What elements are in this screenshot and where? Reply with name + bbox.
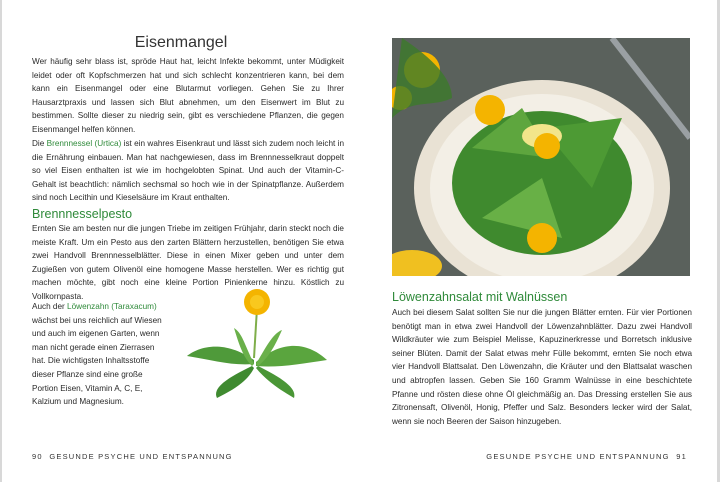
dandelion-paragraph (32, 300, 162, 409)
footer-right (486, 452, 687, 461)
text: wächst bei uns reichlich auf Wiesen und auch im eigenen Garten, wenn man nicht gerade einen Zierrasen hat. Die wichtigsten Inhaltsstoffe dieser Pflanze sind eine große Portion Eisen, Vitamin A, C, E, Kalzium und Magnesium. (32, 315, 162, 407)
running-head: GESUNDE PSYCHE UND ENTSPANNUNG (49, 452, 233, 461)
text: Die (32, 139, 47, 148)
page-title: Eisenmangel (134, 34, 228, 51)
text: Auch der (32, 302, 68, 311)
right-page (360, 0, 717, 482)
intro-paragraph: Wer häufig sehr blass ist, spröde Haut hat, leicht Infekte bekommt, unter Müdigkeit leidet oder oft Kopfschmerzen hat und sich schlecht konzentrieren kann, bei dem kann ein Eisenmangel oder eine Blutarmut vorliegen. Gehen Sie zu Ihrer Hausarztpraxis und lassen sich Blut abnehmen, um den Eisenwert im Blut zu bestimmen. Sollte dieser zu niedrig sein, gibt es verschiedene Pflanzen, die gegen Eisenmangel helfen können. (32, 57, 344, 134)
text: ist ein wahres Eisenkraut und lässt sich zudem noch leicht in die Ernährung einbauen. Man hat nachgewiesen, dass im Brennnesselkraut doppelt so viel Eisen enthalten ist wie im hochgelobten Spinat. Und auch der Vitamin-C-Gehalt ist beachtlich: nämlich sechsmal so hoch wie in der Spinatpflanze. Außerdem sind noch Lecithin und Kieselsäure im Kraut enthalten. (32, 139, 345, 203)
salad-photo (392, 38, 690, 276)
running-head: GESUNDE PSYCHE UND ENTSPANNUNG (486, 452, 670, 461)
page-number: 91 (676, 452, 687, 461)
dandelion-illustration (182, 288, 332, 400)
salad-image (392, 38, 690, 276)
salad-paragraph: Auch bei diesem Salat sollten Sie nur die jungen Blätter ernten. Für vier Portionen benötigt man in etwa zwei Handvoll der Löwenzahnblätter. Dazu zwei Handvoll Wildkräuter wie zum Beispiel Melisse, Kapuzinerkresse und Borretsch inklusive seiner Blüten. Damit der Salat etwas mehr Fülle bekommt, ernten Sie noch etwa vier Handvoll Blattsalat. Den Löwenzahn, die Kräuter und den Blattsalat waschen und abtropfen lassen. Geben Sie 160 Gramm Walnüsse in eine beschichtete Pfanne und rösten diese ohne Öl gleichmäßig an. Das Dressing erstellen Sie aus Zitronensaft, Olivenöl, Honig, Pfeffer und Salz. Besonders lecker wird der Salat, wenn sie noch Beeren der Saison hinzugeben. (392, 308, 692, 426)
nettle-name: Brennnessel (Urtica) (46, 139, 122, 148)
salad-heading: Löwenzahnsalat mit Walnüssen (392, 290, 568, 304)
left-page (2, 0, 360, 482)
nettle-paragraph (32, 137, 344, 205)
page-number: 90 (32, 452, 43, 461)
footer-left (32, 452, 233, 461)
dandelion-name: Löwenzahn (Taraxacum) (67, 302, 157, 311)
pesto-paragraph: Ernten Sie am besten nur die jungen Triebe im zeitigen Frühjahr, darin steckt noch die meiste Kraft. Um ein Pesto aus den zarten Blättern herzustellen, benötigen Sie etwa zwei Handvoll Brennnesselblätter. Diese in einen Mixer geben und unter dem Zugießen von gutem Olivenöl eine homogene Masse herstellen. Wer es richtig gut machen möchte, gibt noch eine kleine Portion Pinienkerne hinzu. Köstlich zu Vollkornpasta. (32, 224, 344, 301)
pesto-heading: Brennnesselpesto (32, 207, 133, 221)
